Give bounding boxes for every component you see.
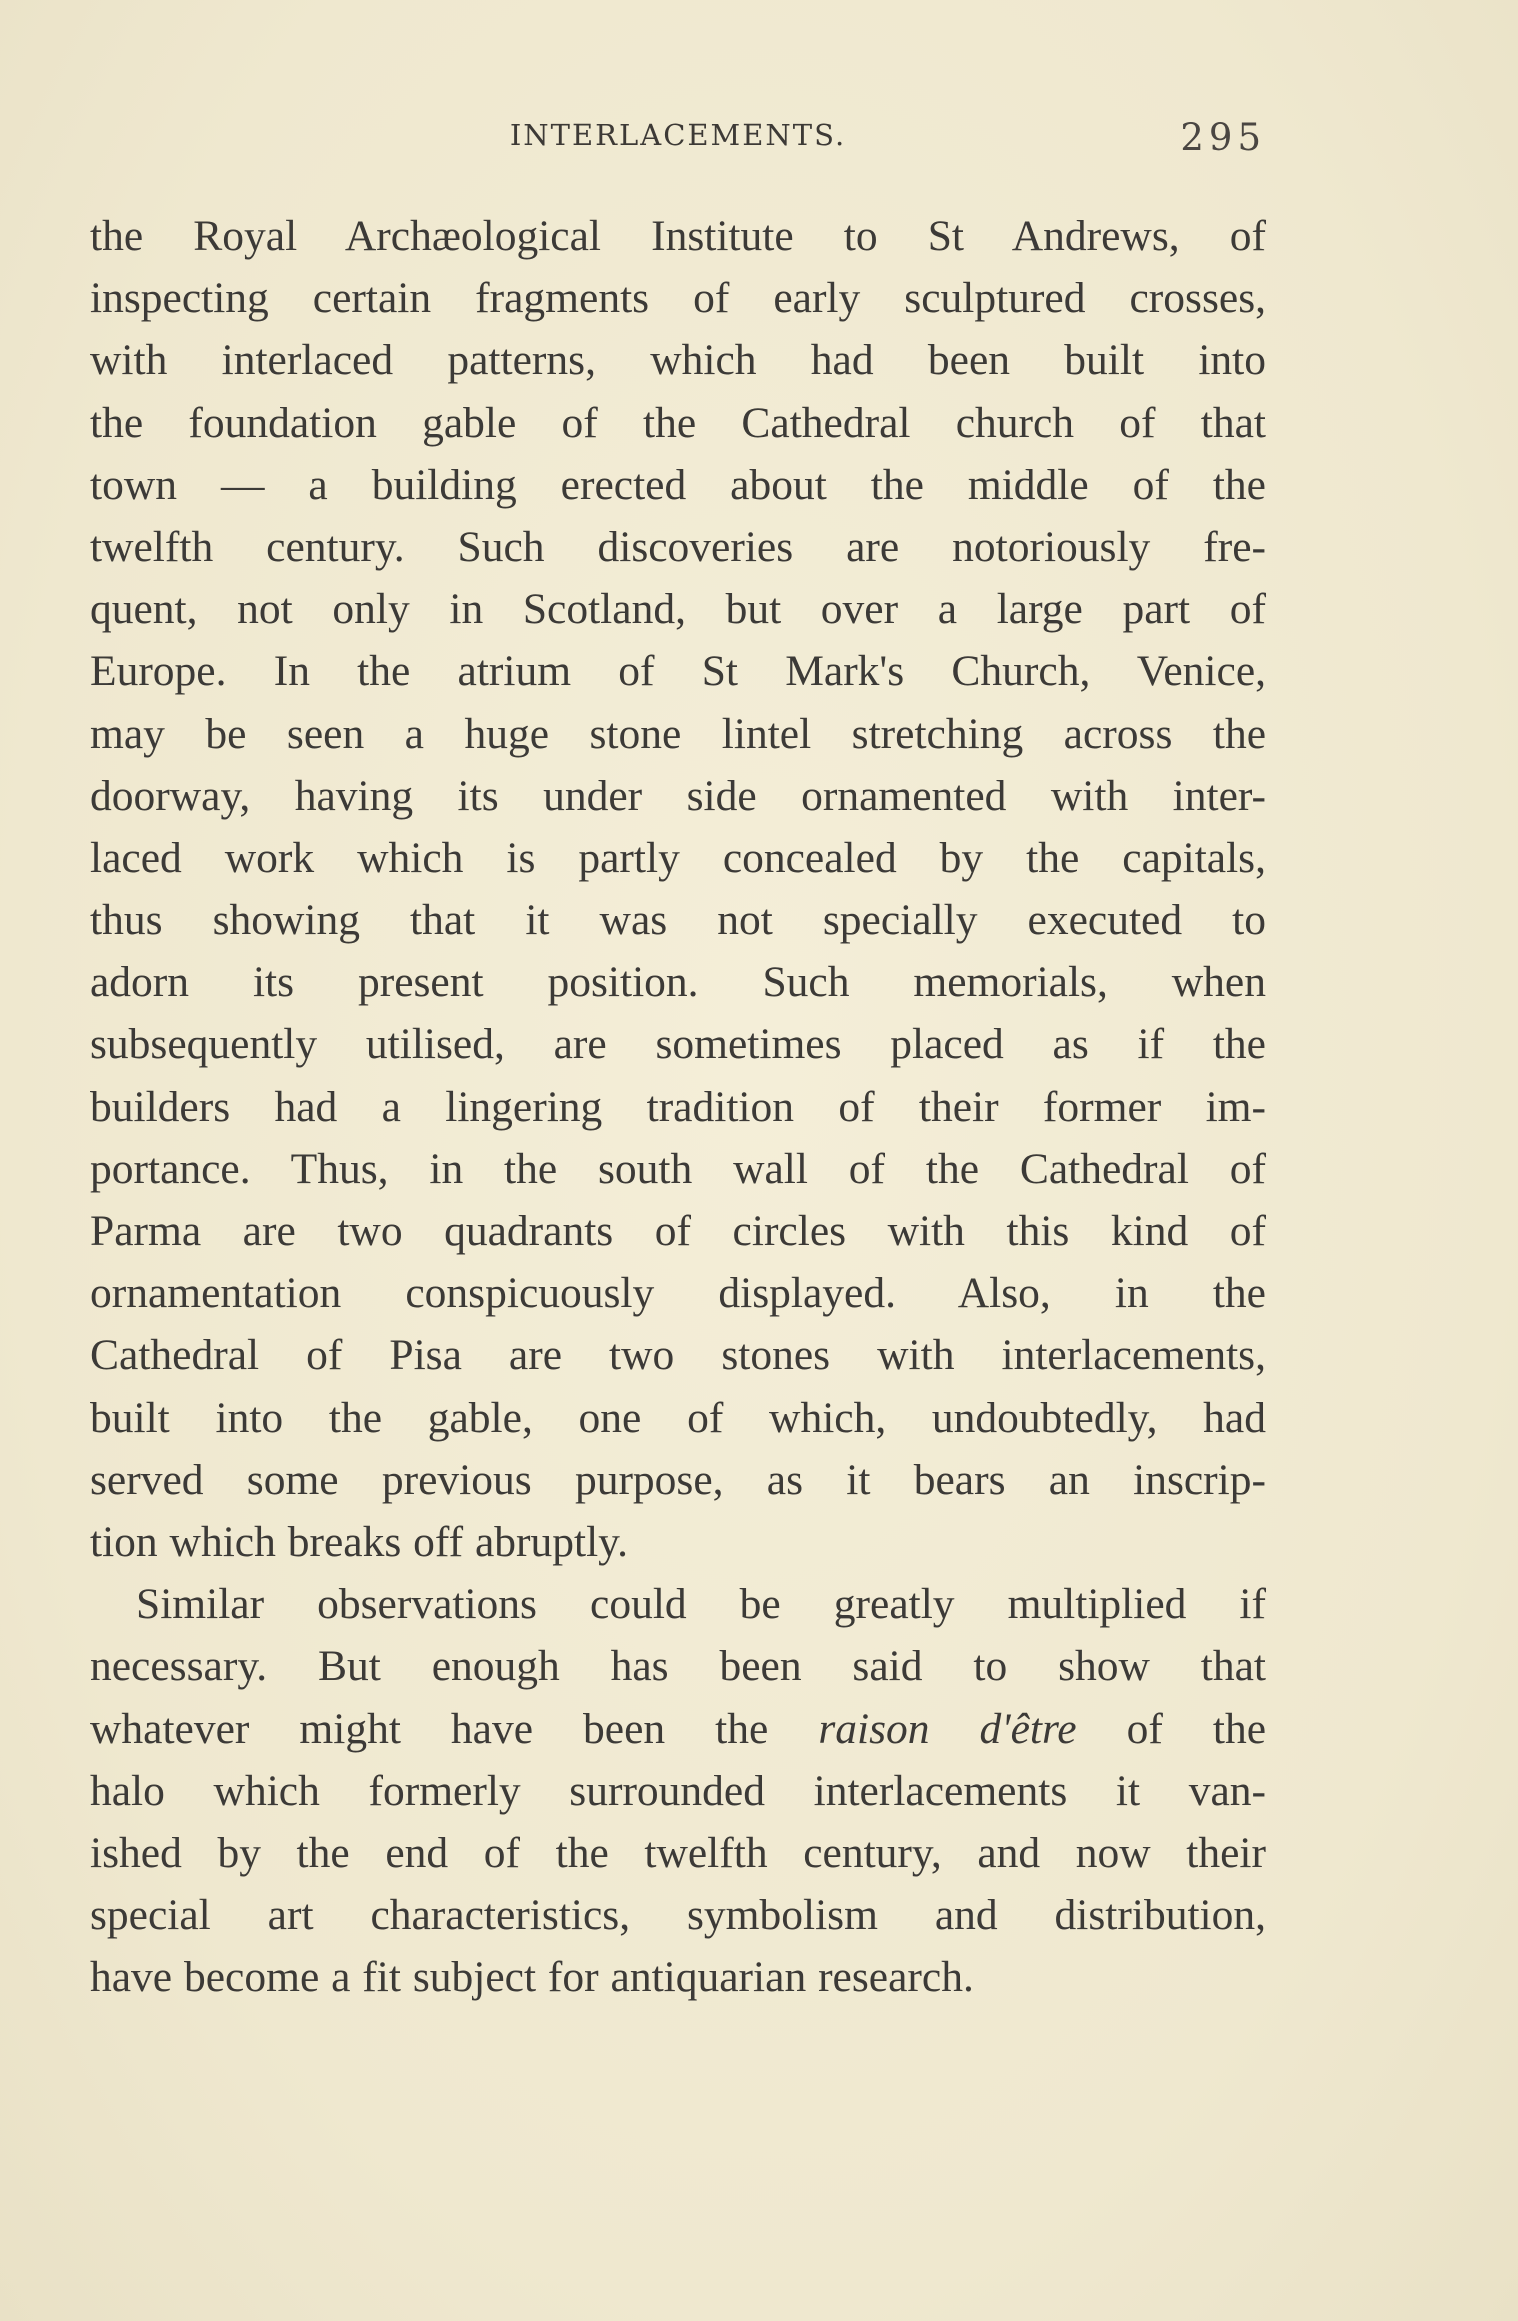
text-line: town — a building erected about the middle of the <box>90 460 1266 509</box>
page-number: 295 <box>1180 116 1266 159</box>
text-line-with-italic <box>90 1698 1266 1760</box>
text-line: portance. Thus, in the south wall of the Cathedral of <box>90 1144 1266 1193</box>
text-line: tion which breaks off abruptly. <box>90 1517 628 1566</box>
text-line: thus showing that it was not specially executed to <box>90 896 1266 945</box>
text-line: halo which formerly surrounded interlacements it van- <box>90 1766 1266 1815</box>
text-line: ornamentation conspicuously displayed. Also, in the <box>90 1269 1266 1318</box>
text-line: necessary. But enough has been said to show that <box>90 1642 1266 1691</box>
text-line: quent, not only in Scotland, but over a large part of <box>90 585 1266 634</box>
text-line: doorway, having its under side ornamented with inter- <box>90 771 1266 820</box>
text-line: with interlaced patterns, which had been built into <box>90 336 1266 385</box>
text-line: adorn its present position. Such memorials, when <box>90 958 1266 1007</box>
body-text <box>90 205 1266 2008</box>
text-line: Europe. In the atrium of St Mark's Church, Venice, <box>90 647 1266 696</box>
text-line: Similar observations could be greatly multiplied if <box>136 1580 1266 1629</box>
text-line: may be seen a huge stone lintel stretching across the <box>90 709 1266 758</box>
italic-phrase: raison d'être <box>818 1704 1077 1753</box>
text-line: laced work which is partly concealed by the capitals, <box>90 833 1266 882</box>
text-line: the Royal Archæological Institute to St Andrews, of <box>90 212 1266 260</box>
paragraph-1 <box>90 205 1266 1573</box>
text-line: builders had a lingering tradition of their former im- <box>90 1082 1266 1131</box>
text-line: ished by the end of the twelfth century, and now their <box>90 1828 1266 1877</box>
paragraph-2 <box>90 1573 1266 2008</box>
text-line: the foundation gable of the Cathedral church of that <box>90 398 1266 447</box>
text-line: twelfth century. Such discoveries are notoriously fre- <box>90 522 1266 571</box>
page-header <box>90 118 1266 168</box>
text-line: built into the gable, one of which, undoubtedly, had <box>90 1393 1266 1442</box>
text-line: Parma are two quadrants of circles with this kind of <box>90 1207 1266 1255</box>
running-title: INTERLACEMENTS. <box>509 118 847 152</box>
text-line: inspecting certain fragments of early sculptured crosses, <box>90 274 1266 323</box>
text-line: have become a fit subject for antiquarian research. <box>90 1953 974 2002</box>
text-line: served some previous purpose, as it bears an inscrip- <box>90 1455 1266 1504</box>
text-segment: of the <box>1076 1704 1266 1753</box>
text-line: Cathedral of Pisa are two stones with interlacements, <box>90 1331 1266 1380</box>
text-line: subsequently utilised, are sometimes placed as if the <box>90 1020 1266 1069</box>
text-segment: whatever might have been the <box>90 1704 819 1753</box>
text-line: special art characteristics, symbolism and distribution, <box>90 1891 1266 1940</box>
